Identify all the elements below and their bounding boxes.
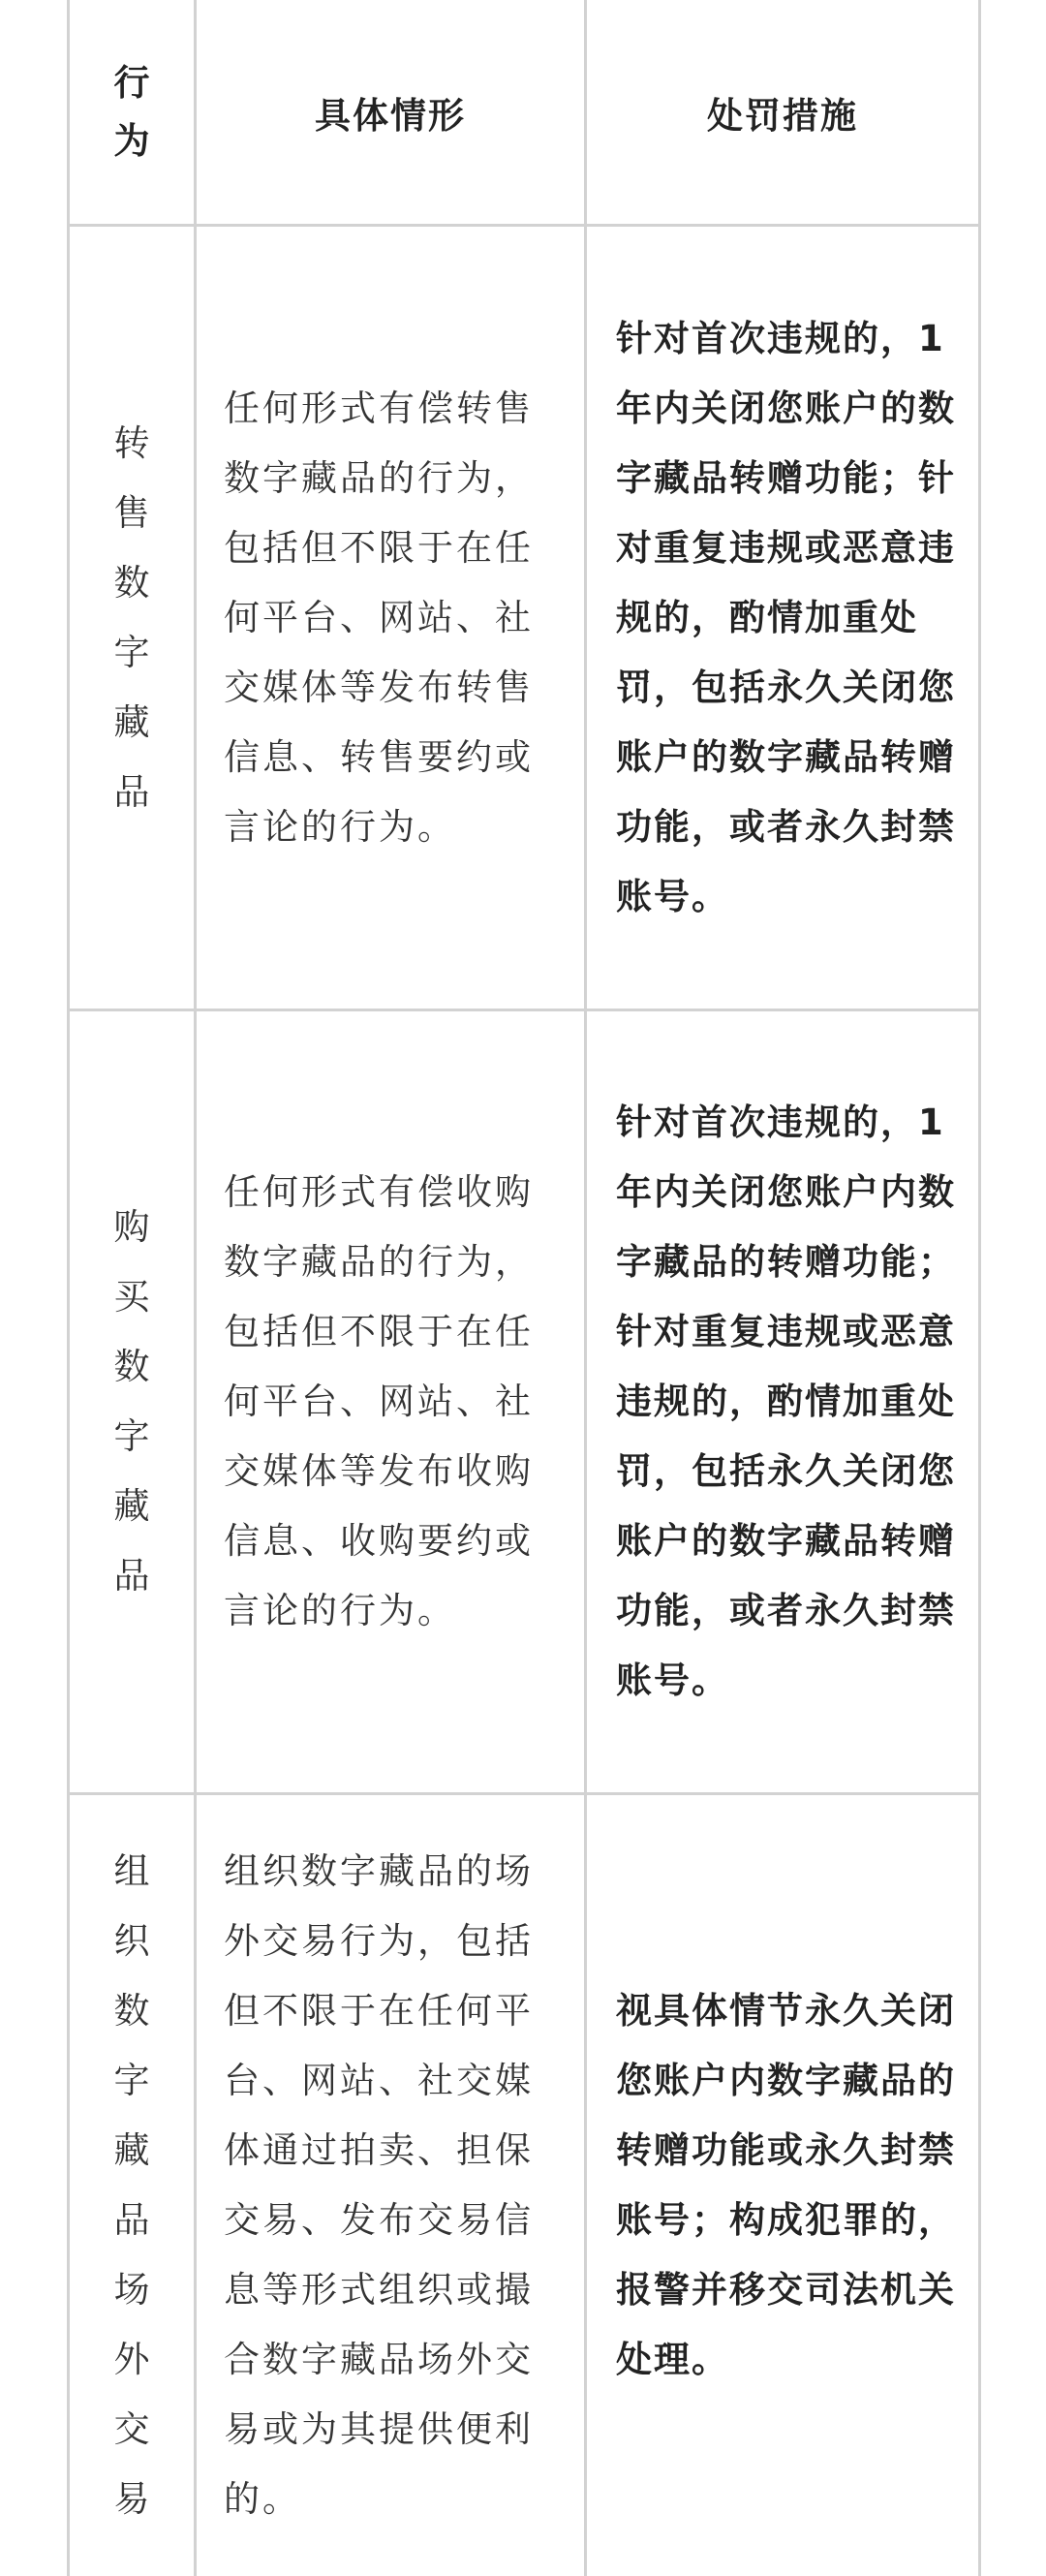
row1-situation: 任何形式有偿转售数字藏品的行为，包括但不限于在任何平台、网站、社交媒体等发布转售信息、转售要约或言论的行为。 [224, 387, 534, 848]
row1-behavior: 转售数字藏品 [113, 421, 150, 813]
header-situation: 具体情形 [315, 94, 466, 137]
row1-penalty: 针对首次违规的，1年内关闭您账户的数字藏品转赠功能；针对重复违规或恶意违规的，酌情加重处罚，包括永久关闭您账户的数字藏品转赠功能，或者永久封禁账号。 [616, 317, 956, 917]
row2-penalty: 针对首次违规的，1年内关闭您账户内数字藏品的转赠功能；针对重复违规或恶意违规的，酌情加重处罚，包括永久关闭您账户的数字藏品转赠功能，或者永久封禁账号。 [616, 1102, 956, 1701]
header-penalty: 处罚措施 [707, 94, 858, 137]
row1-behavior-cell [70, 227, 194, 1009]
row2-situation: 任何形式有偿收购数字藏品的行为，包括但不限于在任何平台、网站、社交媒体等发布收购信息、收购要约或言论的行为。 [224, 1171, 534, 1631]
row1-penalty-cell [587, 227, 978, 1009]
row1-situation-cell [197, 227, 584, 1009]
row3-behavior-cell [70, 1795, 194, 2576]
row2-situation-cell [197, 1011, 584, 1792]
header-behavior-cell [70, 0, 194, 224]
row3-situation-cell [197, 1795, 584, 2576]
row2-penalty-cell [587, 1011, 978, 1792]
row2-behavior-cell [70, 1011, 194, 1792]
header-situation-cell [197, 0, 584, 224]
row2-behavior: 购买数字藏品 [113, 1206, 150, 1597]
row3-penalty-cell [587, 1795, 978, 2576]
header-penalty-cell [587, 0, 978, 224]
header-behavior: 行为 [113, 61, 150, 162]
row3-behavior: 组织数字藏品场外交易 [113, 1850, 150, 2520]
table-border-right [978, 0, 981, 2576]
row3-situation: 组织数字藏品的场外交易行为，包括但不限于在任何平台、网站、社交媒体通过拍卖、担保交易、发布交易信息等形式组织或撮合数字藏品场外交易或为其提供便利的。 [224, 1850, 534, 2520]
row3-penalty: 视具体情节永久关闭您账户内数字藏品的转赠功能或永久封禁账号；构成犯罪的，报警并移交司法机关处理。 [616, 1990, 956, 2380]
